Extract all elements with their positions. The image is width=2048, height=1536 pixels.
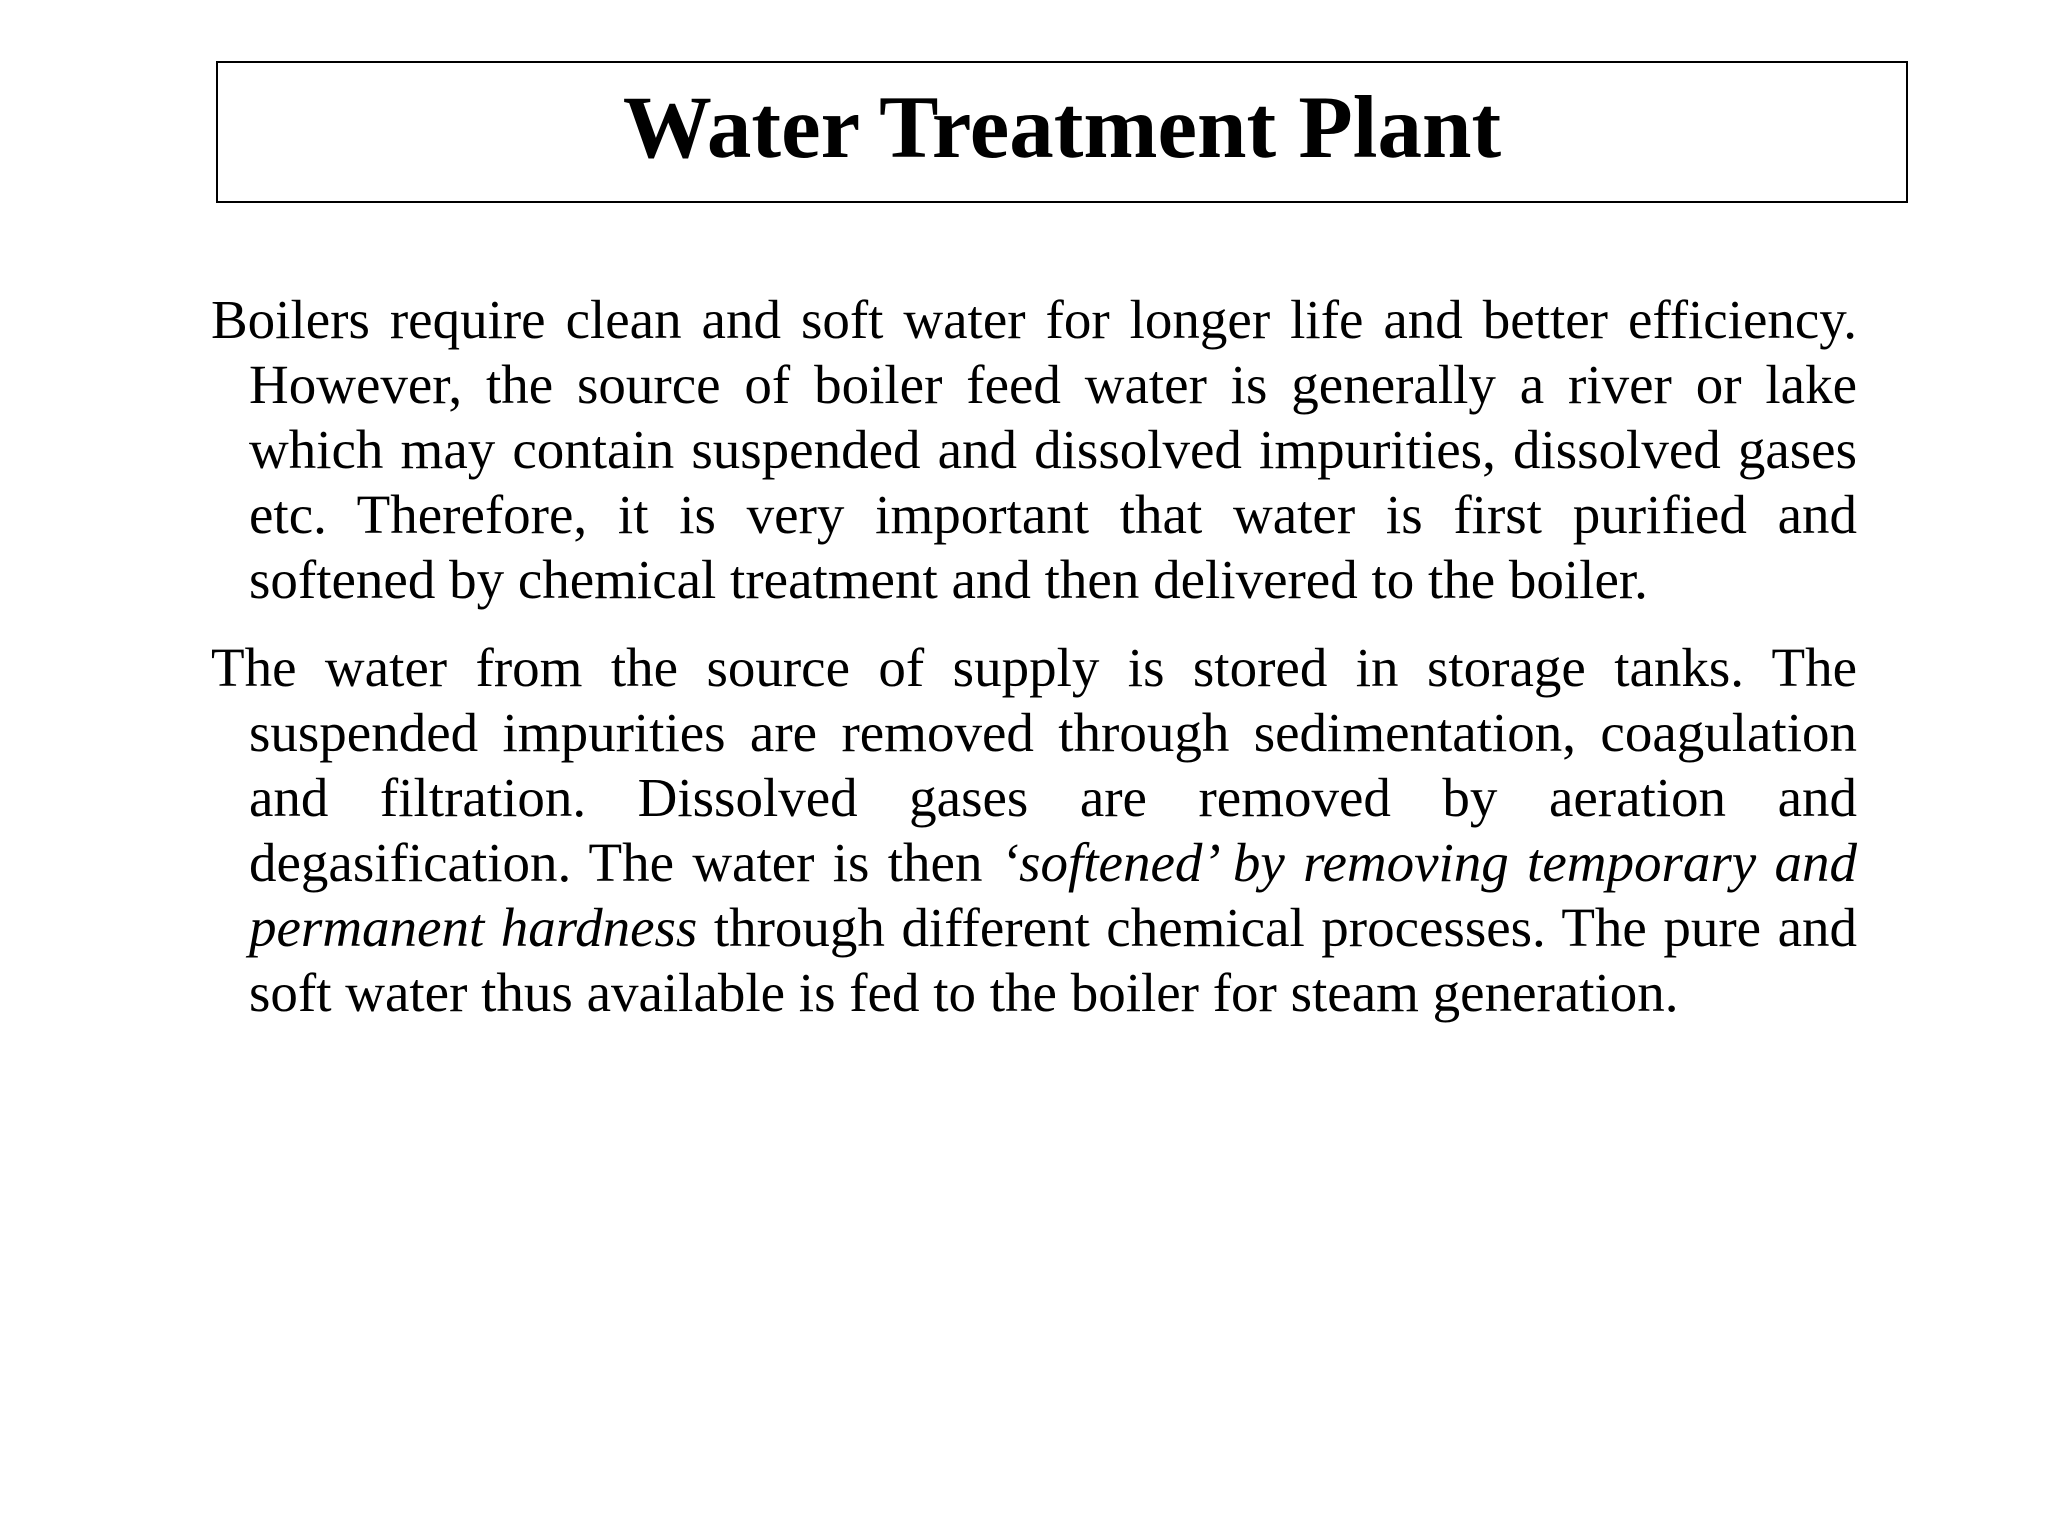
paragraph-boiler-water: Boilers require clean and soft water for longer life and better efficiency. However, the source of boiler feed water is generally a river or lake which may contain suspended and dissolved impurities, dissolved gases etc. Therefore, it is very important that water is first purified and softened by chemical treatment and then delivered to the boiler. <box>211 289 1857 610</box>
paragraph-treatment-process <box>211 635 1857 1025</box>
title-box <box>216 61 1908 203</box>
body-text <box>211 287 1857 1048</box>
paragraph-text-after: through different chemical processes. The pure and soft water thus available is fed to the boiler for steam generation. <box>249 897 1857 1023</box>
paragraph-text-before: The water from the source of supply is stored in storage tanks. The suspended impurities are removed through sedimentation, coagulation and filtration. Dissolved gases are removed by aeration and degasification. The water is then <box>211 637 1857 893</box>
paragraph-emphasis: ‘softened’ by removing temporary and permanent hardness <box>249 832 1857 958</box>
page-title: Water Treatment Plant <box>622 78 1502 177</box>
